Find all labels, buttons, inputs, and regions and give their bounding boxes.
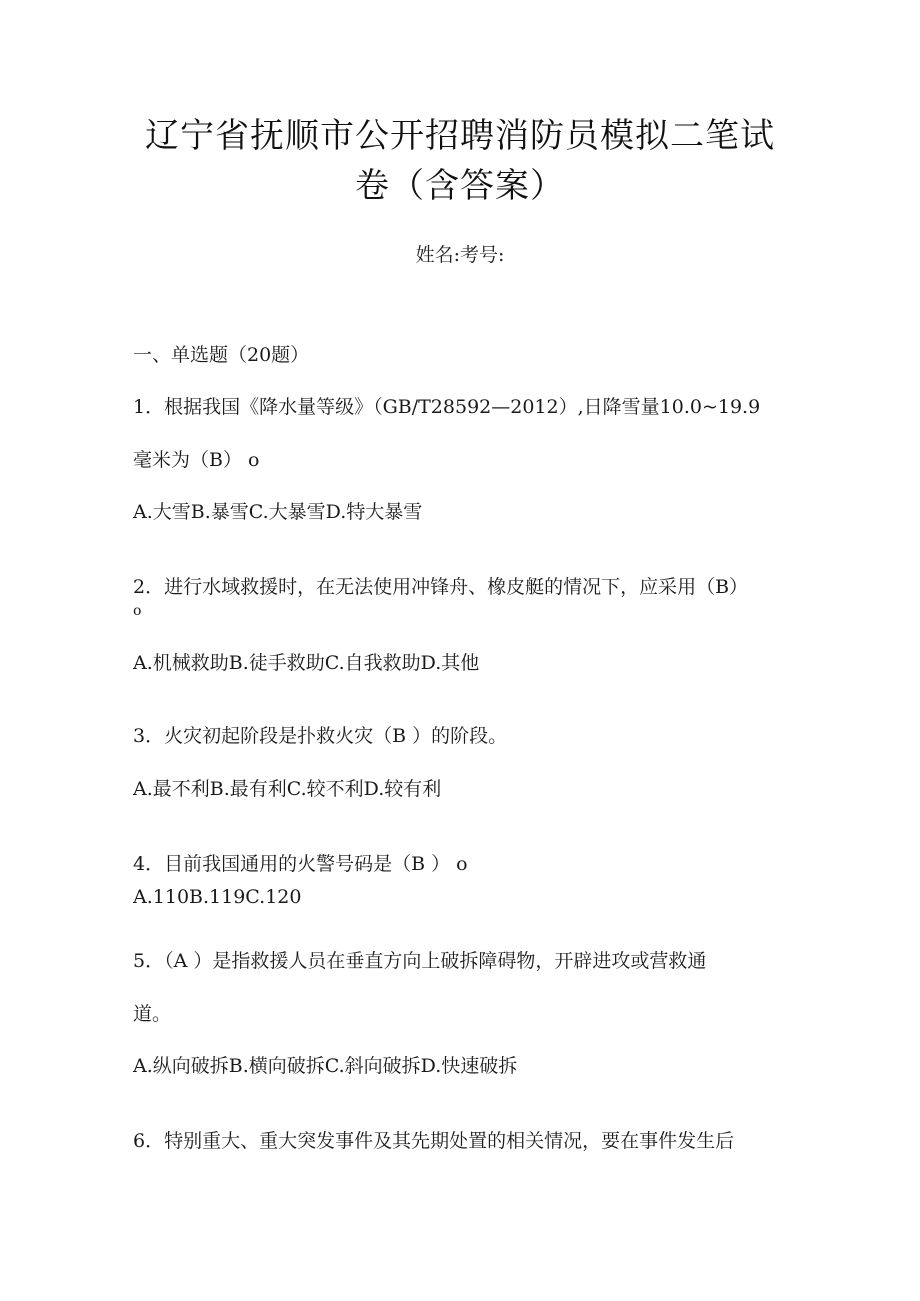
question-5-text: 5．（A ）是指救援人员在垂直方向上破拆障碍物，开辟进攻或营救通	[133, 950, 707, 972]
question-1-text-continued: 毫米为（B） o	[133, 449, 260, 471]
question-1-text: 1．根据我国《降水量等级》（GB/T28592—2012）,日降雪量10.0~19.9	[133, 396, 761, 418]
question-1-options: A.大雪B.暴雪C.大暴雪D.特大暴雪	[133, 501, 423, 523]
name-exam-number-line: 姓名:考号:	[415, 244, 505, 266]
question-2-text: 2．进行水域救援时，在无法使用冲锋舟、橡皮艇的情况下，应采用（B）	[133, 576, 749, 598]
document-title-line-1: 辽宁省抚顺市公开招聘消防员模拟二笔试	[145, 116, 775, 156]
question-4-text: 4．目前我国通用的火警号码是（B ） o	[133, 853, 468, 875]
question-2-options: A.机械救助B.徒手救助C.自我救助D.其他	[133, 652, 480, 674]
question-2-text-continued: o	[133, 603, 142, 619]
question-5-text-continued: 道。	[133, 1003, 172, 1025]
section-heading: 一、单选题（20题）	[133, 344, 310, 366]
question-4-options: A.110B.119C.120	[133, 886, 302, 908]
question-3-text: 3．火灾初起阶段是扑救火灾（B ）的阶段。	[133, 725, 508, 747]
document-title-line-2: 卷（含答案）	[355, 166, 565, 206]
question-5-options: A.纵向破拆B.横向破拆C.斜向破拆D.快速破拆	[133, 1055, 518, 1077]
question-3-options: A.最不利B.最有利C.较不利D.较有利	[133, 778, 442, 800]
question-6-text: 6．特别重大、重大突发事件及其先期处置的相关情况，要在事件发生后	[133, 1130, 735, 1152]
